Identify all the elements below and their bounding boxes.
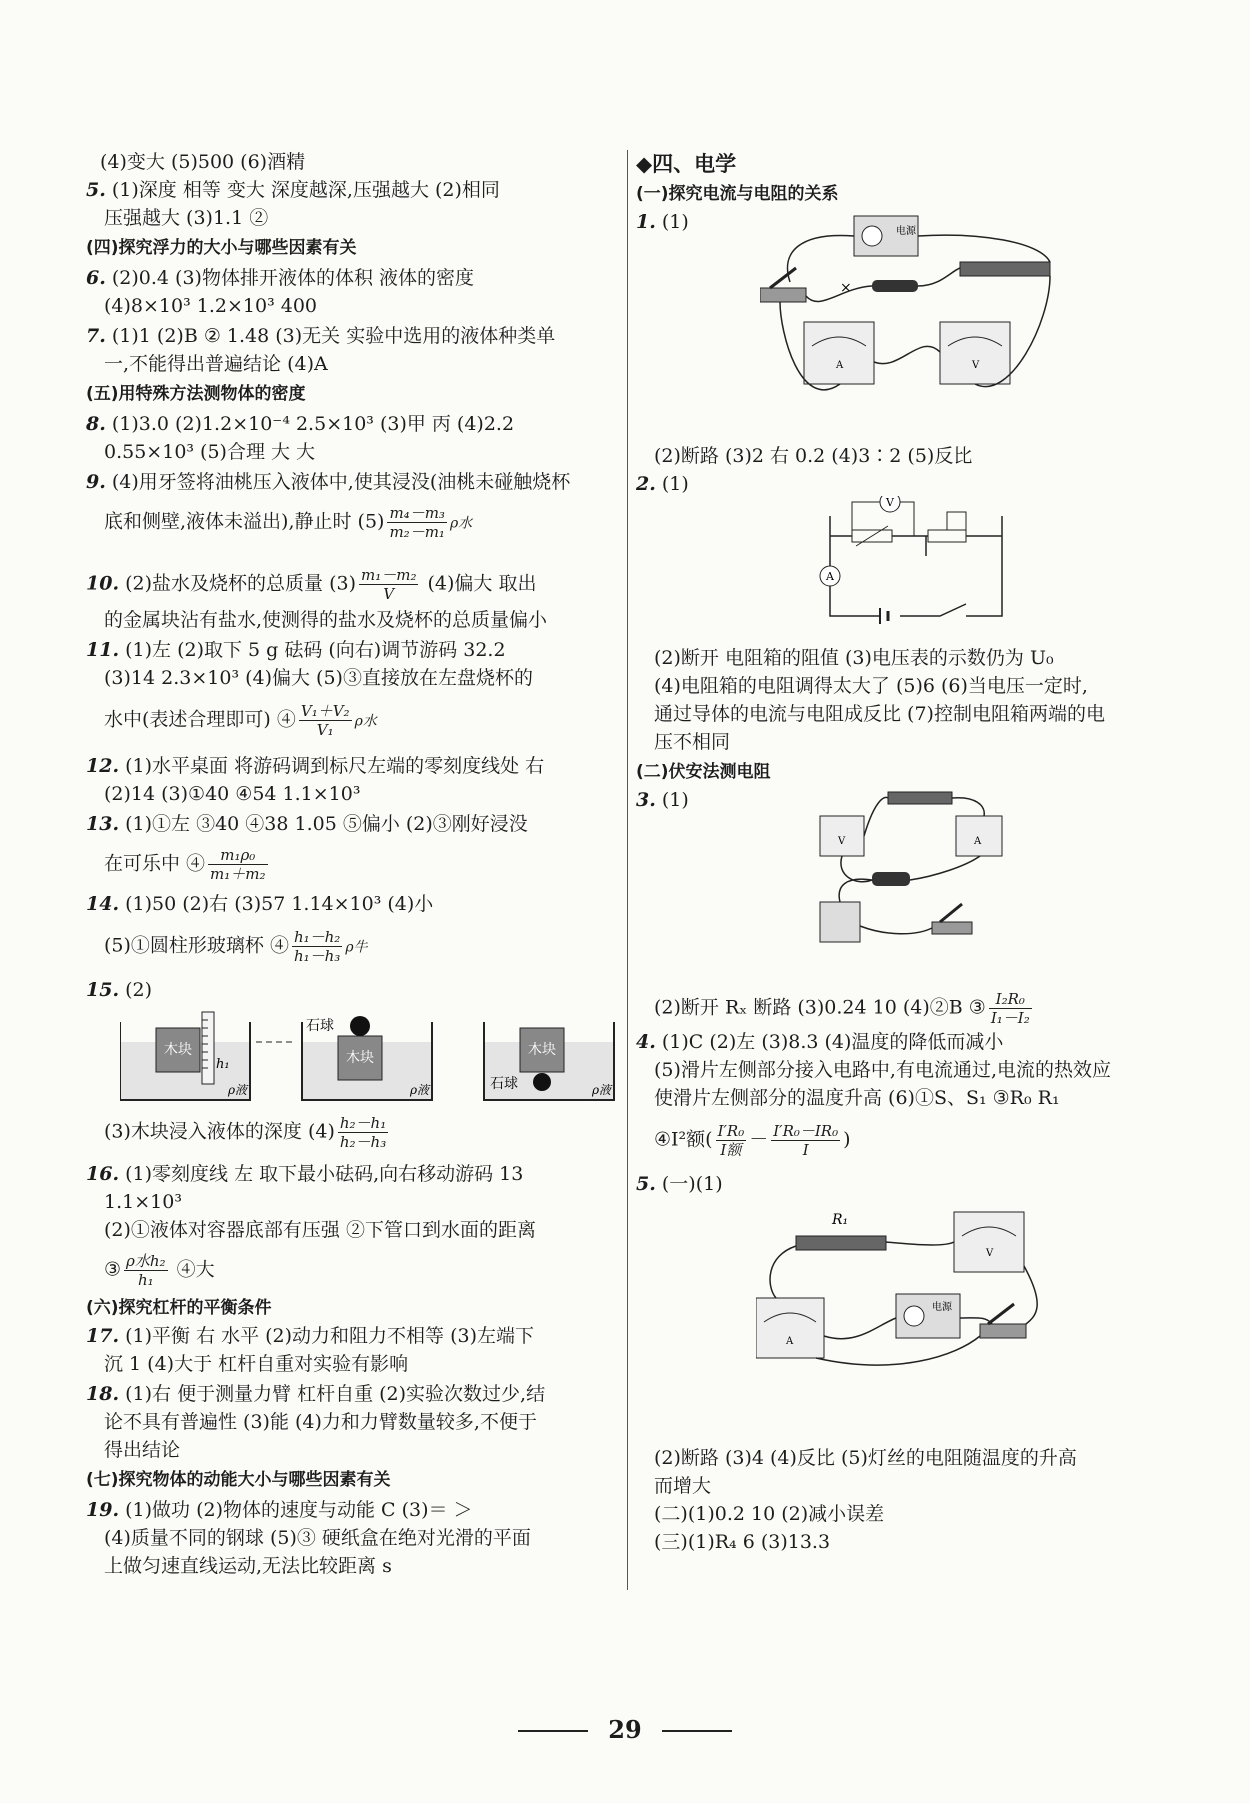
answer-text: (2)0.4 (3)物体排开液体的体积 液体的密度 <box>111 267 475 289</box>
question-number: 13. <box>86 813 120 835</box>
numerator: V₁＋V₂ <box>300 702 350 720</box>
question-4 <box>636 1030 1003 1054</box>
circuit-wires <box>830 516 1002 616</box>
buoyancy-figure <box>120 1008 620 1108</box>
rheostat <box>888 792 952 804</box>
cross-mark: × <box>840 280 852 296</box>
circuit-figure-5 <box>756 1206 1046 1396</box>
r1-label: R₁ <box>832 1212 849 1228</box>
denominator: h₂－h₃ <box>339 1133 387 1151</box>
answer-line: (4)质量不同的钢球 (5)③ 硬纸盒在绝对光滑的平面 <box>104 1527 531 1549</box>
denominator: m₂－m₁ <box>389 523 445 541</box>
answer-line <box>104 928 368 965</box>
question-14 <box>86 892 433 916</box>
answer-line: 上做匀速直线运动,无法比较距离 s <box>104 1555 392 1577</box>
answer-text: (1) <box>661 473 689 495</box>
block-label: 木块 <box>164 1042 192 1058</box>
resistor <box>872 280 918 292</box>
denominator: I₁－I₂ <box>990 1009 1030 1027</box>
circuit-figure-3 <box>816 786 1016 954</box>
numerator: I₂R₀ <box>989 990 1032 1009</box>
answer-line: (2)断路 (3)4 (4)反比 (5)灯丝的电阻随温度的升高 <box>654 1447 1077 1469</box>
fraction <box>989 990 1032 1027</box>
ammeter-label: A <box>786 1336 794 1347</box>
answer-text: (1)深度 相等 变大 深度越深,压强越大 (2)相同 <box>111 179 500 201</box>
numerator: ρ水h₂ <box>126 1252 166 1270</box>
answer-line: (2)断路 (3)2 右 0.2 (4)3∶2 (5)反比 <box>654 445 973 467</box>
question-10 <box>86 566 536 603</box>
question-1 <box>636 210 689 234</box>
answer-line: 压强越大 (3)1.1 ② <box>104 207 269 229</box>
ammeter-label: A <box>974 836 982 847</box>
rheostat <box>928 530 966 542</box>
question-8 <box>86 412 514 436</box>
answer-text: 水中(表述合理即可) ④ <box>104 708 296 731</box>
answer-line: (4)8×10³ 1.2×10³ 400 <box>104 295 317 317</box>
h1-label: h₁ <box>216 1057 230 1072</box>
answer-line: 得出结论 <box>104 1439 181 1461</box>
fraction <box>338 1114 388 1151</box>
numerator: I′R₀－IR₀ <box>773 1122 839 1140</box>
fraction <box>299 702 352 739</box>
question-16 <box>86 1162 523 1186</box>
question-number: 16. <box>86 1163 120 1185</box>
answer-line: (三)(1)R₄ 6 (3)13.3 <box>654 1531 831 1553</box>
answer-line: (2)①液体对容器底部有压强 ②下管口到水面的距离 <box>104 1219 536 1241</box>
numerator: h₂－h₁ <box>339 1114 387 1132</box>
rho-symbol: ρ水 <box>449 515 473 532</box>
chapter-heading: ◆四、电学 <box>636 152 737 176</box>
answer-text: (1)1 (2)B ② 1.48 (3)无关 实验中选用的液体种类单 <box>111 325 556 347</box>
source-label: 电源 <box>896 226 916 237</box>
rho-symbol: ρ水 <box>354 713 377 730</box>
answer-line: 沉 1 (4)大于 杠杆自重对实验有影响 <box>104 1353 409 1375</box>
question-17 <box>86 1324 534 1348</box>
numerator: m₄－m₃ <box>389 504 445 522</box>
question-5 <box>636 1172 723 1196</box>
fraction <box>292 928 342 965</box>
fraction <box>124 1252 168 1289</box>
denominator: I <box>802 1141 809 1159</box>
answer-line: 压不相同 <box>654 731 731 753</box>
question-9 <box>86 470 570 494</box>
a-label: A <box>826 570 834 583</box>
answer-text: (1)50 (2)右 (3)57 1.14×10³ (4)小 <box>125 893 434 915</box>
answer-text: (1) <box>661 211 689 233</box>
question-number: 5. <box>636 1173 656 1195</box>
rho-label: ρ液 <box>592 1083 612 1097</box>
denominator: I额 <box>720 1141 742 1159</box>
answer-line: 的金属块沾有盐水,使测得的盐水及烧杯的总质量偏小 <box>104 609 548 631</box>
answer-text: (2)断开 Rₓ 断路 (3)0.24 10 (4)②B ③ <box>654 996 986 1019</box>
denominator: V <box>383 585 395 603</box>
answer-line: 论不具有普遍性 (3)能 (4)力和力臂数量较多,不便于 <box>104 1411 537 1433</box>
rho-label: ρ液 <box>410 1083 430 1097</box>
question-7 <box>86 324 555 348</box>
question-13 <box>86 812 528 836</box>
question-number: 10. <box>86 572 120 595</box>
rho-label: ρ液 <box>228 1083 248 1097</box>
answer-text: (一)(1) <box>661 1173 723 1195</box>
answer-line: (2)14 (3)①40 ④54 1.1×10³ <box>104 783 361 805</box>
numerator: I′R₀ <box>717 1122 745 1140</box>
question-number: 19. <box>86 1499 120 1521</box>
question-12 <box>86 754 544 778</box>
voltmeter-label: V <box>838 836 846 847</box>
page-ornament-right <box>662 1730 732 1732</box>
page-number: 29 <box>608 1715 642 1744</box>
answer-line <box>104 702 377 739</box>
answer-line: (二)(1)0.2 10 (2)减小误差 <box>654 1503 885 1525</box>
question-18 <box>86 1382 545 1406</box>
switch <box>760 288 806 302</box>
ammeter <box>756 1298 824 1358</box>
numerator: m₁ρ₀ <box>208 846 267 865</box>
question-number: 7. <box>86 325 106 347</box>
answer-text: (3)木块浸入液体的深度 (4) <box>104 1120 335 1143</box>
question-number: 2. <box>636 473 656 495</box>
section-heading: (六)探究杠杆的平衡条件 <box>86 1298 272 1318</box>
question-number: 1. <box>636 211 656 233</box>
question-3 <box>636 788 689 812</box>
question-number: 3. <box>636 789 656 811</box>
stone-ball-2 <box>350 1016 370 1036</box>
answer-text: (1)零刻度线 左 取下最小砝码,向右移动游码 13 <box>125 1163 524 1185</box>
answer-text: 底和侧壁,液体未溢出),静止时 (5) <box>104 510 385 533</box>
answer-text: (5)①圆柱形玻璃杯 ④ <box>104 934 289 957</box>
stone-label: 石球 <box>490 1076 518 1092</box>
section-heading: (二)伏安法测电阻 <box>636 762 771 782</box>
fraction <box>771 1122 840 1159</box>
numerator: m₁－m₂ <box>360 566 417 584</box>
fraction <box>208 846 267 883</box>
answer-line: (2)断开 电阻箱的阻值 (3)电压表的示数仍为 U₀ <box>654 647 1054 669</box>
numerator: h₁－h₂ <box>293 928 341 946</box>
rheostat <box>960 262 1050 276</box>
circuit-figure-1 <box>760 212 1060 402</box>
answer-line: 使滑片左侧部分的温度升高 (6)①S、S₁ ③R₀ R₁ <box>654 1087 1060 1109</box>
switch <box>932 922 972 934</box>
question-number: 6. <box>86 267 106 289</box>
denominator: V₁ <box>316 721 334 739</box>
question-number: 9. <box>86 471 106 493</box>
question-15 <box>86 978 152 1002</box>
answer-text: (1)水平桌面 将游码调到标尺左端的零刻度线处 右 <box>125 755 545 777</box>
answer-line <box>104 504 472 541</box>
answer-text: (1)平衡 右 水平 (2)动力和阻力不相等 (3)左端下 <box>125 1325 535 1347</box>
answer-text: (4)偏大 取出 <box>427 572 537 595</box>
voltmeter-label: V <box>972 360 980 371</box>
circuit-figure-2 <box>816 496 1016 632</box>
question-19 <box>86 1498 473 1522</box>
answer-text: (1)3.0 (2)1.2×10⁻⁴ 2.5×10³ (3)甲 丙 (4)2.2 <box>111 413 515 435</box>
ammeter-label: A <box>836 360 844 371</box>
voltmeter <box>940 322 1010 384</box>
voltmeter <box>954 1212 1024 1272</box>
answer-line: 而增大 <box>654 1475 712 1497</box>
question-2 <box>636 472 689 496</box>
ruler <box>202 1012 214 1084</box>
question-number: 4. <box>636 1031 656 1053</box>
block-label: 木块 <box>346 1050 374 1066</box>
ammeter <box>804 322 874 384</box>
answer-text: ③ <box>104 1258 122 1281</box>
answer-line <box>654 990 1035 1027</box>
question-number: 12. <box>86 755 120 777</box>
question-6 <box>86 266 474 290</box>
question-number: 11. <box>86 639 120 661</box>
denominator: h₁ <box>137 1271 154 1289</box>
question-number: 14. <box>86 893 120 915</box>
answer-text: (1)做功 (2)物体的速度与动能 C (3)＝ ＞ <box>125 1499 473 1521</box>
answer-text: (1)左 (2)取下 5 g 砝码 (向右)调节游码 32.2 <box>125 639 506 661</box>
answer-line <box>104 846 271 883</box>
answer-text: (4)用牙签将油桃压入液体中,使其浸没(油桃未碰触烧杯 <box>111 471 571 493</box>
fraction <box>716 1122 747 1159</box>
answer-text: (1)右 便于测量力臂 杠杆自重 (2)实验次数过少,结 <box>125 1383 546 1405</box>
stone-label: 石球 <box>306 1018 334 1034</box>
rheostat <box>796 1236 886 1250</box>
answer-line: ④I²额( $\frac{\text{I′R₀}}{\text{I额}}$ － $\frac{\text{I′R₀－IR₀}}{I}$ ) <box>654 1122 851 1159</box>
answer-line: 通过导体的电流与电阻成反比 (7)控制电阻箱两端的电 <box>654 703 1105 725</box>
question-number: 15. <box>86 979 120 1001</box>
fraction <box>387 504 446 541</box>
question-number: 18. <box>86 1383 120 1405</box>
answer-line: (3)14 2.3×10³ (4)偏大 (5)③直接放在左盘烧杯的 <box>104 667 533 689</box>
section-heading: (七)探究物体的动能大小与哪些因素有关 <box>86 1470 391 1490</box>
section-heading: (一)探究电流与电阻的关系 <box>636 184 839 204</box>
fraction <box>359 566 418 603</box>
question-11 <box>86 638 506 662</box>
stone-ball-3 <box>533 1073 551 1091</box>
question-number: 17. <box>86 1325 120 1347</box>
voltmeter-label: V <box>986 1248 994 1259</box>
v-label: V <box>886 496 894 509</box>
answer-text: (1)①左 ③40 ④38 1.05 ⑤偏小 (2)③刚好浸没 <box>125 813 528 835</box>
answer-line: (4)电阻箱的电阻调得太大了 (5)6 (6)当电压一定时, <box>654 675 1088 697</box>
rho-symbol: ρ牛 <box>345 939 368 956</box>
denominator: h₁－h₃ <box>293 947 341 965</box>
question-number: 5. <box>86 179 106 201</box>
battery-pack <box>820 902 860 942</box>
column-divider <box>627 150 628 1590</box>
answer-line: 一,不能得出普遍结论 (4)A <box>104 353 328 375</box>
denominator: m₁＋m₂ <box>210 865 266 883</box>
answer-text: 在可乐中 ④ <box>104 852 206 875</box>
answer-line: 0.55×10³ (5)合理 大 大 <box>104 441 316 463</box>
block-label: 木块 <box>528 1042 556 1058</box>
answer-line: (4)变大 (5)500 (6)酒精 <box>100 151 306 173</box>
source-label: 电源 <box>932 1302 952 1313</box>
answer-text: ④大 <box>176 1258 215 1281</box>
answer-line <box>104 1252 215 1289</box>
switch <box>980 1324 1026 1338</box>
answer-line <box>104 1114 391 1151</box>
resistor <box>872 872 910 886</box>
answer-text: (1)C (2)左 (3)8.3 (4)温度的降低而减小 <box>661 1031 1004 1053</box>
answer-text: ④I²额( <box>654 1128 713 1151</box>
answer-text: ) <box>843 1128 851 1151</box>
question-number: 8. <box>86 413 106 435</box>
answer-line: (5)滑片左侧部分接入电路中,有电流通过,电流的热效应 <box>654 1059 1111 1081</box>
section-heading: (五)用特殊方法测物体的密度 <box>86 384 306 404</box>
question-5 <box>86 178 500 202</box>
answer-text: (1) <box>661 789 689 811</box>
answer-text: (2)盐水及烧杯的总质量 (3) <box>125 572 356 595</box>
section-heading: (四)探究浮力的大小与哪些因素有关 <box>86 238 357 258</box>
answer-text: (2) <box>125 979 153 1001</box>
answer-line: 1.1×10³ <box>104 1191 182 1213</box>
